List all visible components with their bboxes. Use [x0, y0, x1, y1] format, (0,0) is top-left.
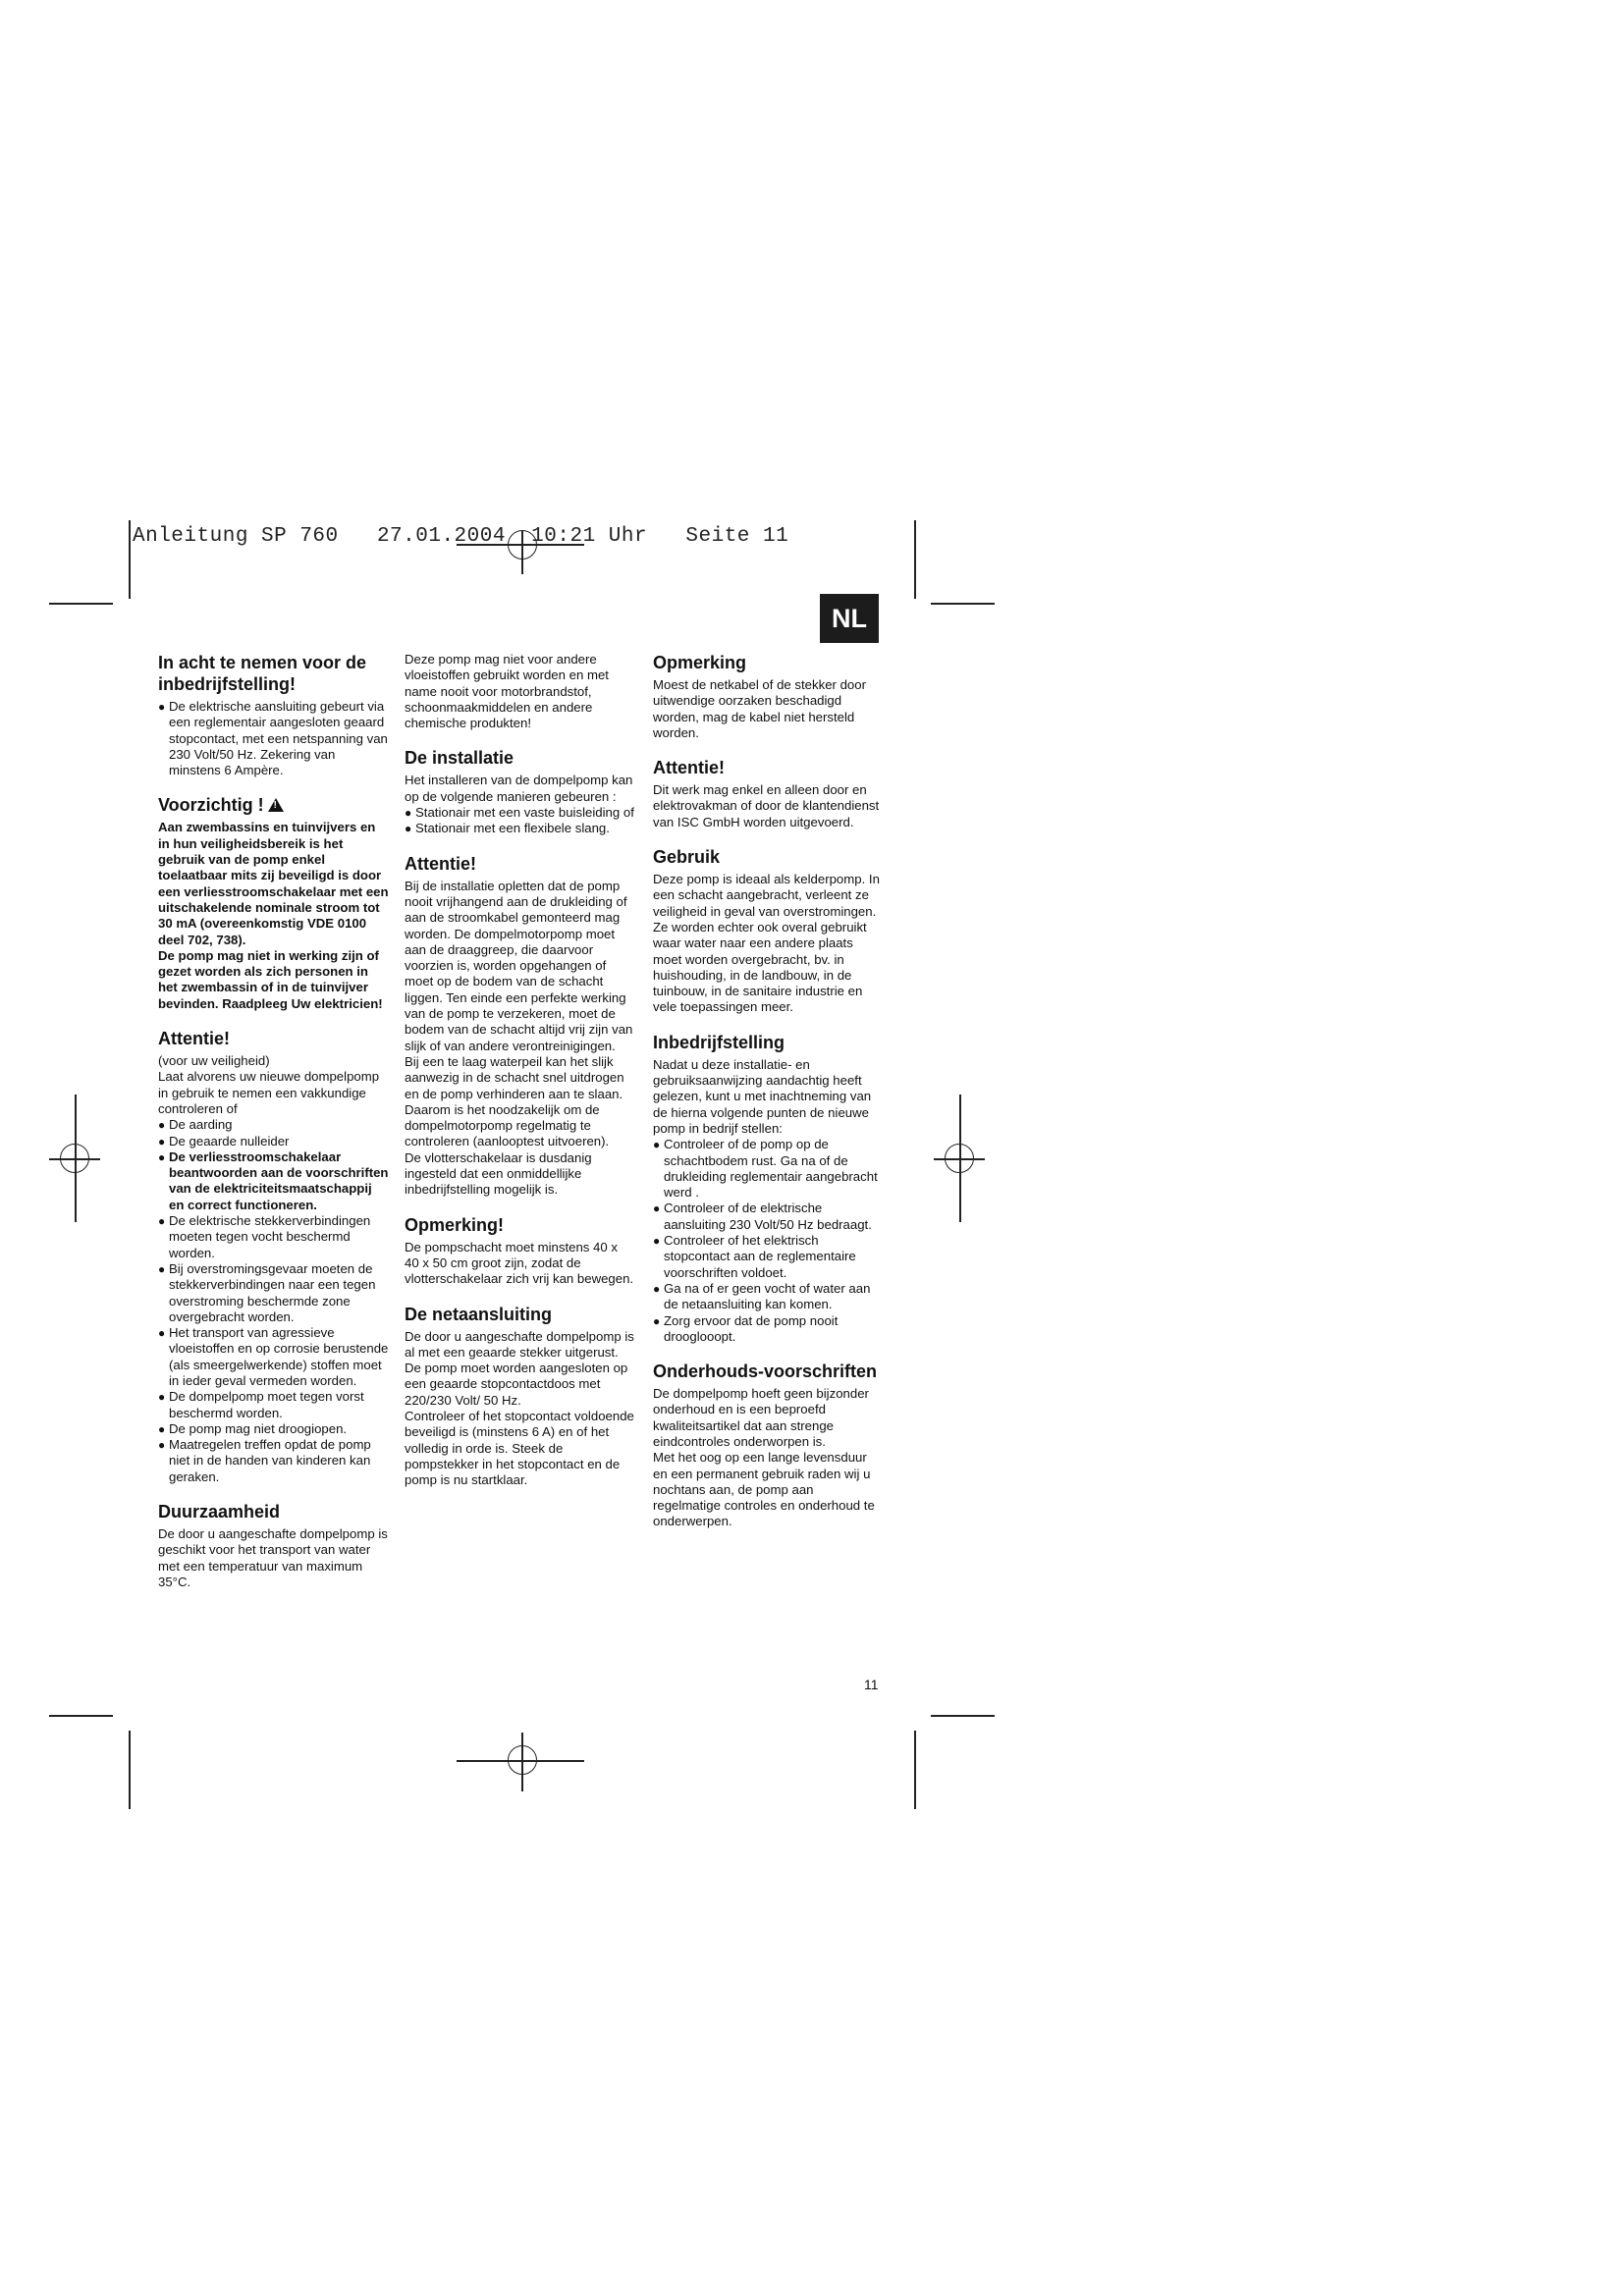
column-3: [653, 652, 884, 1546]
bullet-list: [158, 1117, 389, 1485]
list-item: ● Bij overstromingsgevaar moeten de stekkerverbindingen naar een tegen overstroming beschermde zone overgebracht worden.: [158, 1261, 389, 1325]
section-durability: [158, 1501, 389, 1590]
column-1: [158, 652, 389, 1606]
list-item: ● De pomp mag niet droogiopen.: [158, 1421, 389, 1437]
caution-text: De pomp mag niet in werking zijn of gezet worden als zich personen in het zwembassin of in de tuinvijver bevinden. Raadpleeg Uw elektricien!: [158, 947, 383, 1011]
list-item: ● Stationair met een vaste buisleiding of: [405, 805, 635, 821]
caution-text: Aan zwembassins en tuinvijvers en in hun veiligheidsbereik is het gebruik van de pomp enkel toelaatbaar mits zij beveiligd is door een verliesstroomschakelaar met een uitschakelende nominale stroom tot 30 mA (overeenkomstig VDE 0100 deel 702, 738).: [158, 820, 389, 947]
crop-mark: [914, 1731, 916, 1809]
paragraph: De pompschacht moet minstens 40 x 40 x 50 cm groot zijn, zodat de vlotterschakelaar zich vrij kan bewegen.: [405, 1239, 634, 1287]
section-commissioning: [653, 1032, 884, 1345]
section-remark: [653, 652, 884, 741]
paragraph: Het installeren van de dompelpomp kan op de volgende manieren gebeuren :: [405, 773, 633, 804]
list-item: ● Stationair met een flexibele slang.: [405, 821, 635, 836]
section-attention: [653, 757, 884, 830]
crop-mark: [129, 1731, 131, 1809]
section-caution: [158, 794, 389, 1012]
paragraph: Moest de netkabel of de stekker door uitwendige oorzaken beschadigd worden, mag de kabel niet hersteld worden.: [653, 677, 866, 740]
crop-mark: [914, 520, 916, 599]
section-title: Opmerking!: [405, 1214, 505, 1235]
crop-mark: [129, 520, 131, 599]
registration-line: [959, 1095, 961, 1222]
section-title: Opmerking: [653, 653, 747, 672]
section-installation: [405, 747, 635, 836]
section-title: Gebruik: [653, 847, 721, 868]
list-item: ● De dompelpomp moet tegen vorst beschermd worden.: [158, 1389, 389, 1421]
paragraph: Bij een te laag waterpeil kan het slijk aanwezig in de schacht snel uitdrogen en de pomp verhinderen aan te slaan. Daarom is het noodzakelijk om de dompelmotorpomp regelmatig te controleren (aanlooptest uitvoeren).: [405, 1053, 624, 1149]
crop-mark: [49, 1715, 113, 1717]
print-slug: Anleitung SP 760 27.01.2004 10:21 Uhr Seite 11: [133, 525, 789, 548]
section-attention: [158, 1028, 389, 1485]
paragraph: (voor uw veiligheid): [158, 1053, 270, 1069]
list-item: ● De verliesstroomschakelaar beantwoorden aan de voorschriften van de elektriciteitsmaatschappij en correct functioneren.: [158, 1149, 389, 1213]
paragraph: De dompelpomp hoeft geen bijzonder onderhoud en is een beproefd kwaliteitsartikel dat aan strenge eindcontroles onderworpen is.: [653, 1386, 869, 1449]
section-preparation: [158, 652, 389, 778]
paragraph: Dit werk mag enkel en alleen door en elektrovakman of door de klantendienst van ISC GmbH worden uitgevoerd.: [653, 782, 880, 829]
section-title: Onderhouds-voorschriften: [653, 1362, 878, 1382]
crop-mark: [49, 603, 113, 605]
warning-icon: [268, 798, 284, 812]
list-item: ● De aarding: [158, 1117, 389, 1133]
paragraph: Deze pomp is ideaal als kelderpomp. In een schacht aangebracht, verleent ze veiligheid in geval van overstromingen.: [653, 872, 880, 919]
paragraph: Controleer of het stopcontact voldoende beveiligd is (minstens 6 A) en of het volledig in orde is. Steek de pompstekker in het stopcontact en de pomp is nu startklaar.: [405, 1408, 634, 1488]
paragraph: Met het oog op een lange levensduur en een permanent gebruik raden wij u nochtans aan, de pomp aan regelmatige controles en onderhoud te onderwerpen.: [653, 1450, 875, 1529]
bullet-list: [158, 699, 389, 778]
registration-line: [521, 1733, 523, 1791]
section-maintenance: [653, 1361, 884, 1530]
section-title: Attentie!: [405, 853, 476, 874]
list-item: ● Het transport van agressieve vloeistoffen en op corrosie berustende (als smeergelwerkende) stoffen moet in ieder geval vermeden worden.: [158, 1325, 389, 1389]
bullet-list: [653, 1137, 884, 1345]
section-title: De installatie: [405, 748, 514, 769]
list-item: ● Ga na of er geen vocht of water aan de netaansluiting kan komen.: [653, 1281, 884, 1313]
column-2: [405, 652, 635, 1504]
crop-mark: [931, 603, 995, 605]
paragraph: Laat alvorens uw nieuwe dompelpomp in gebruik te nemen een vakkundige controleren of: [158, 1069, 380, 1116]
section-intro: [405, 652, 635, 731]
language-badge: NL: [820, 594, 879, 643]
paragraph: Bij de installatie opletten dat de pomp nooit vrijhangend aan de drukleiding of aan de stroomkabel gemonteerd mag worden. De dompelmotorpomp moet aan de draaggreep, die daarvoor voorzien is, worden opgehangen of moet op de bodem van de schacht liggen. Ten einde een perfekte werking van de pomp te verzekeren, moet de bodem van de schacht altijd vrij zijn van slijk of van andere verontreinigingen.: [405, 878, 633, 1053]
list-item: ● Controleer of de elektrische aansluiting 230 Volt/50 Hz bedraagt.: [653, 1201, 884, 1233]
list-item: ● Maatregelen treffen opdat de pomp niet in de handen van kinderen kan geraken.: [158, 1437, 389, 1485]
section-title: Attentie!: [158, 1029, 230, 1049]
caution-title: Voorzichtig !: [158, 795, 264, 816]
registration-line: [75, 1095, 77, 1222]
paragraph: De vlotterschakelaar is dusdanig ingesteld dat een onmiddellijke inbedrijfstelling mogelijk is.: [405, 1149, 592, 1198]
page-number: 11: [864, 1677, 879, 1692]
section-usage: [653, 846, 884, 1016]
list-item: ● De elektrische aansluiting gebeurt via een reglementair aangesloten geaard stopcontact, met een netspanning van 230 Volt/50 Hz. Zekering van minstens 6 Ampère.: [158, 699, 389, 778]
section-title: Inbedrijfstelling: [653, 1032, 785, 1052]
paragraph: Deze pomp mag niet voor andere vloeistoffen gebruikt worden en met name nooit voor motorbrandstof, schoonmaakmiddelen en andere chemische produkten!: [405, 652, 609, 731]
crop-mark: [931, 1715, 995, 1717]
list-item: ● Controleer of het elektrisch stopcontact aan de reglementaire voorschriften voldoet.: [653, 1233, 884, 1281]
section-remark: [405, 1214, 635, 1288]
paragraph: Nadat u deze installatie- en gebruiksaanwijzing aandachtig heeft gelezen, kunt u met inachtneming van de hierna volgende punten de nieuwe pomp in bedrijf stellen:: [653, 1056, 872, 1136]
list-item: ● De elektrische stekkerverbindingen moeten tegen vocht beschermd worden.: [158, 1213, 389, 1261]
section-title: In acht te nemen voor de inbedrijfstelling!: [158, 653, 367, 694]
section-title: Duurzaamheid: [158, 1502, 281, 1522]
section-attention: [405, 853, 635, 1199]
registration-line: [457, 1760, 584, 1762]
paragraph: De door u aangeschafte dompelpomp is geschikt voor het transport van water met een temperatuur van maximum 35°C.: [158, 1526, 388, 1589]
list-item: ● Controleer of de pomp op de schachtbodem rust. Ga na of de drukleiding reglementair aangebracht werd .: [653, 1137, 884, 1201]
list-item: ● Zorg ervoor dat de pomp nooit drooglooopt.: [653, 1313, 884, 1346]
bullet-list: [405, 805, 635, 837]
paragraph: Ze worden echter ook overal gebruikt waar water naar een andere plaats moet worden overgebracht, bv. in huishouding, in de landbouw, in de tuinbouw, in de sanitaire industrie en vele toepassingen meer.: [653, 919, 867, 1015]
list-item: ● De geaarde nulleider: [158, 1134, 389, 1149]
section-title: [158, 794, 389, 816]
paragraph: De door u aangeschafte dompelpomp is al met een geaarde stekker uitgerust. De pomp moet worden aangesloten op een geaarde stopcontactdoos met 220/230 Volt/ 50 Hz.: [405, 1328, 634, 1408]
section-title: Attentie!: [653, 758, 725, 778]
section-title: De netaansluiting: [405, 1304, 553, 1324]
section-mains-connection: [405, 1304, 635, 1489]
